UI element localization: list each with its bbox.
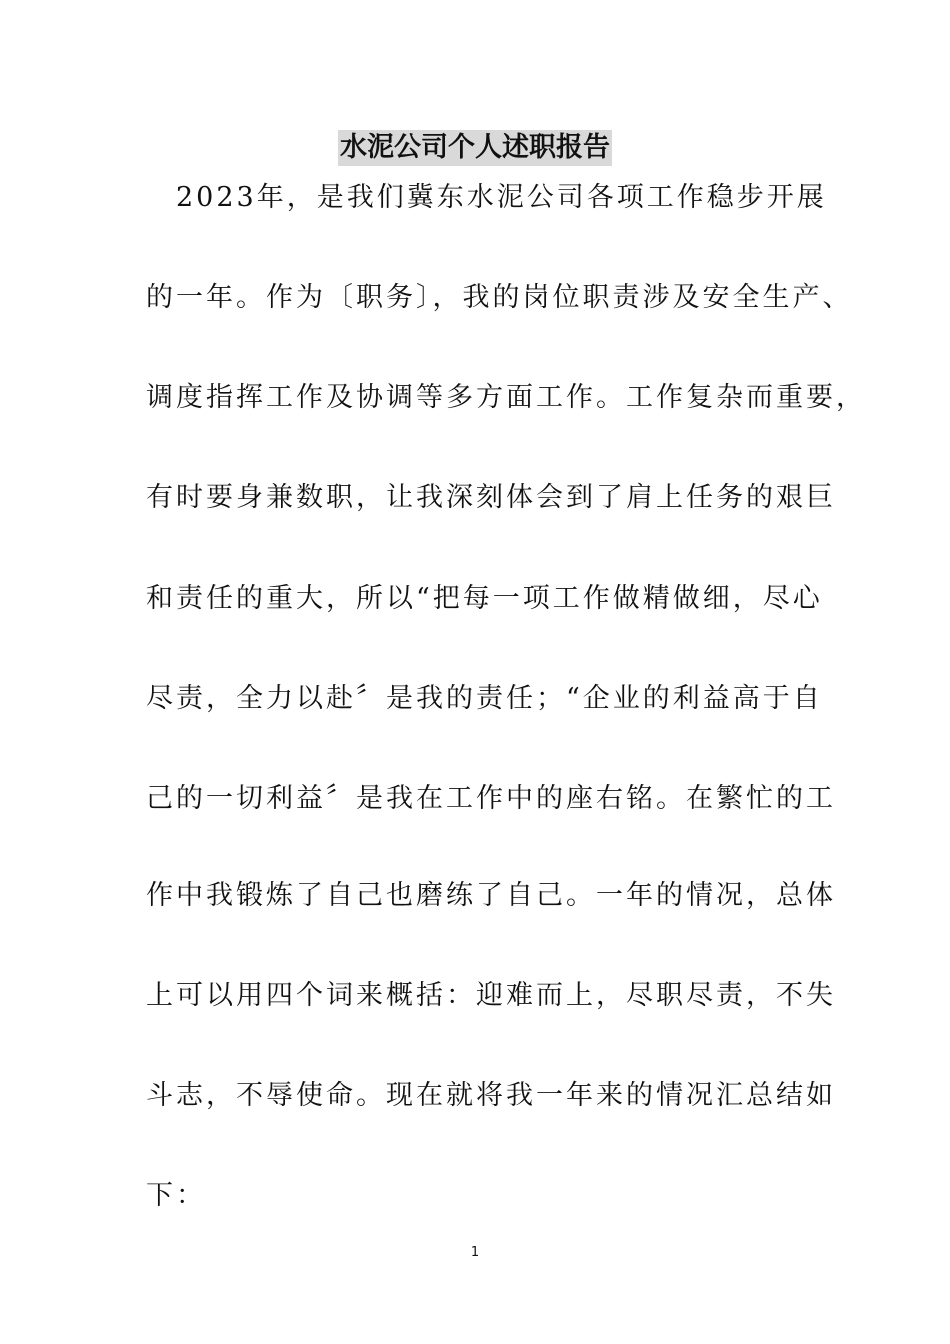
paragraph-line: 作中我锻炼了自己也磨练了自己。一年的情况，总体 <box>146 880 836 911</box>
paragraph-line: 下： <box>146 1180 206 1211</box>
paragraph-line: 上可以用四个词来概括：迎难而上，尽职尽责，不失 <box>146 980 836 1011</box>
paragraph-line: 2023年，是我们冀东水泥公司各项工作稳步开展 <box>176 182 827 213</box>
paragraph-line: 调度指挥工作及协调等多方面工作。工作复杂而重要， <box>146 382 866 413</box>
title-container <box>0 130 950 166</box>
paragraph-line: 斗志，不辱使命。现在就将我一年来的情况汇总结如 <box>146 1080 836 1111</box>
paragraph-line: 有时要身兼数职，让我深刻体会到了肩上任务的艰巨 <box>146 482 836 513</box>
page-title: 水泥公司个人述职报告 <box>338 130 612 166</box>
paragraph-line: 尽责，全力以赴〞是我的责任；“企业的利益高于自 <box>146 683 823 714</box>
paragraph-line: 和责任的重大，所以“把每一项工作做精做细，尽心 <box>146 583 823 614</box>
page-number: 1 <box>470 1245 480 1260</box>
paragraph-line: 的一年。作为〔职务〕，我的岗位职责涉及安全生产、 <box>146 282 853 313</box>
paragraph-line: 己的一切利益〞是我在工作中的座右铭。在繁忙的工 <box>146 783 836 814</box>
